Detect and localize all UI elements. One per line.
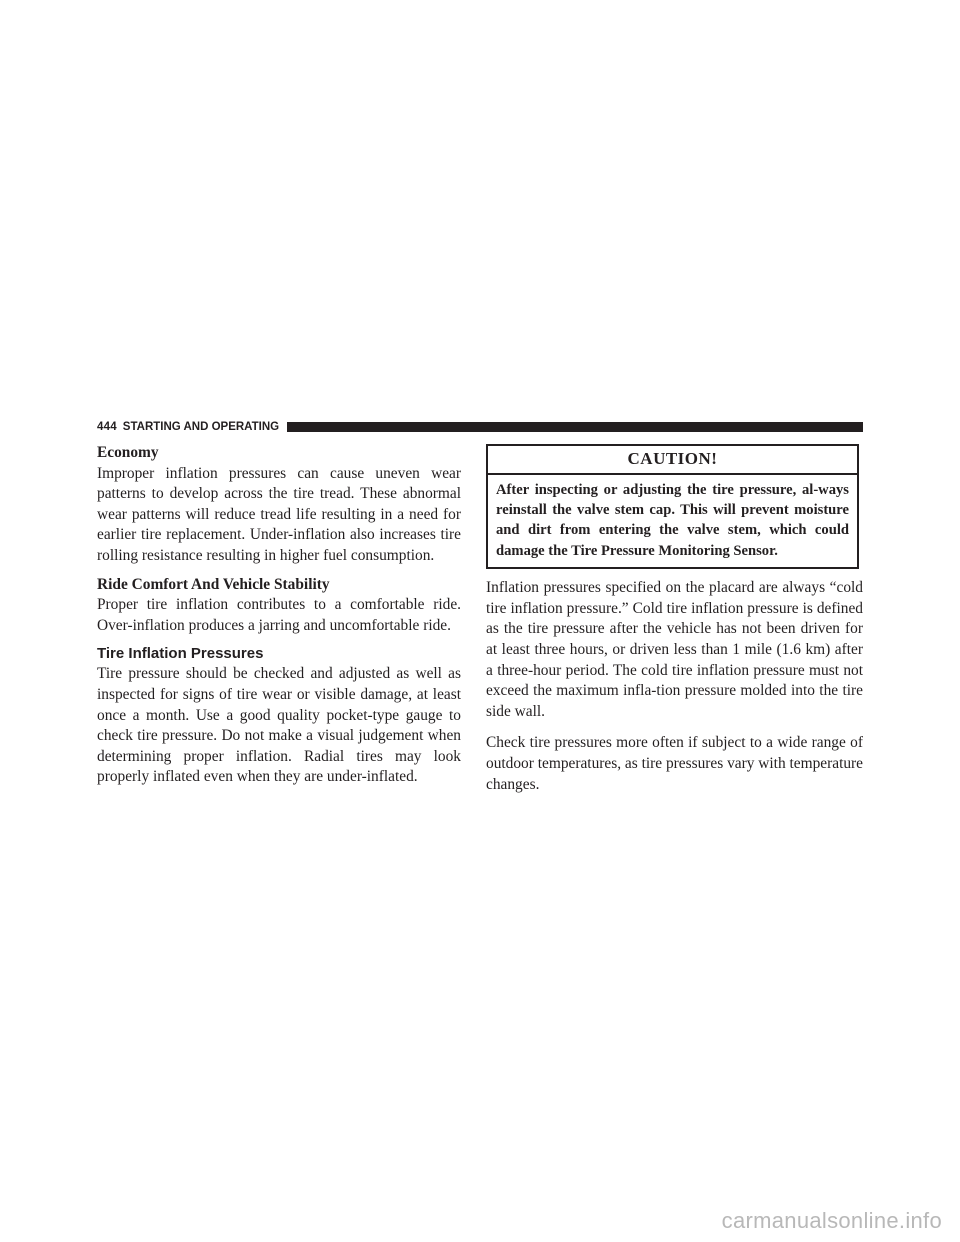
section-title: STARTING AND OPERATING bbox=[122, 421, 280, 433]
page-number: 444 bbox=[97, 421, 117, 433]
watermark: carmanualsonline.info bbox=[721, 1208, 942, 1233]
right-column bbox=[486, 444, 863, 795]
tire-inflation-pressures-paragraph: Tire pressure should be checked and adjusted as well as inspected for signs of tire wear or visible damage, at least once a month. Use a good quality pocket-type gauge to check tire pressure. Do not make a visual judgement when determining proper inflation. Radial tires may look properly inflated even when they are under-inflated. bbox=[97, 665, 461, 786]
left-column bbox=[97, 443, 461, 788]
caution-text: After inspecting or adjusting the tire pressure, al-ways reinstall the valve stem cap. This will prevent moisture and dirt from entering the valve stem, which could damage the Tire Pressure Monitoring Sensor. bbox=[496, 481, 849, 559]
caution-box bbox=[486, 444, 859, 569]
header-rule bbox=[287, 422, 863, 432]
economy-paragraph: Improper inflation pressures can cause uneven wear patterns to develop across the tire tread. These abnormal wear patterns will reduce tread life resulting in a need for earlier tire replacement. Under-inflation also increases tire rolling resistance resulting in higher fuel consumption. bbox=[97, 464, 461, 564]
page-header bbox=[97, 418, 863, 436]
tire-inflation-pressures-heading: Tire Inflation Pressures bbox=[97, 645, 264, 663]
temperature-paragraph: Check tire pressures more often if subject to a wide range of outdoor temperatures, as tire pressures vary with temperature changes. bbox=[486, 734, 863, 793]
ride-comfort-paragraph: Proper tire inflation contributes to a comfortable ride. Over-inflation produces a jarring and uncomfortable ride. bbox=[97, 596, 461, 634]
economy-heading: Economy bbox=[97, 444, 159, 461]
placard-paragraph: Inflation pressures specified on the placard are always “cold tire inflation pressure.” Cold tire inflation pressure is defined as the tire pressure after the vehicle has not been driven for at least three hours, or driven less than 1 mile (1.6 km) after a three-hour period. The cold tire inflation pressure must not exceed the maximum infla-tion pressure molded into the tire side wall. bbox=[486, 579, 863, 720]
ride-comfort-heading: Ride Comfort And Vehicle Stability bbox=[97, 575, 330, 593]
caution-title: CAUTION! bbox=[488, 446, 857, 475]
